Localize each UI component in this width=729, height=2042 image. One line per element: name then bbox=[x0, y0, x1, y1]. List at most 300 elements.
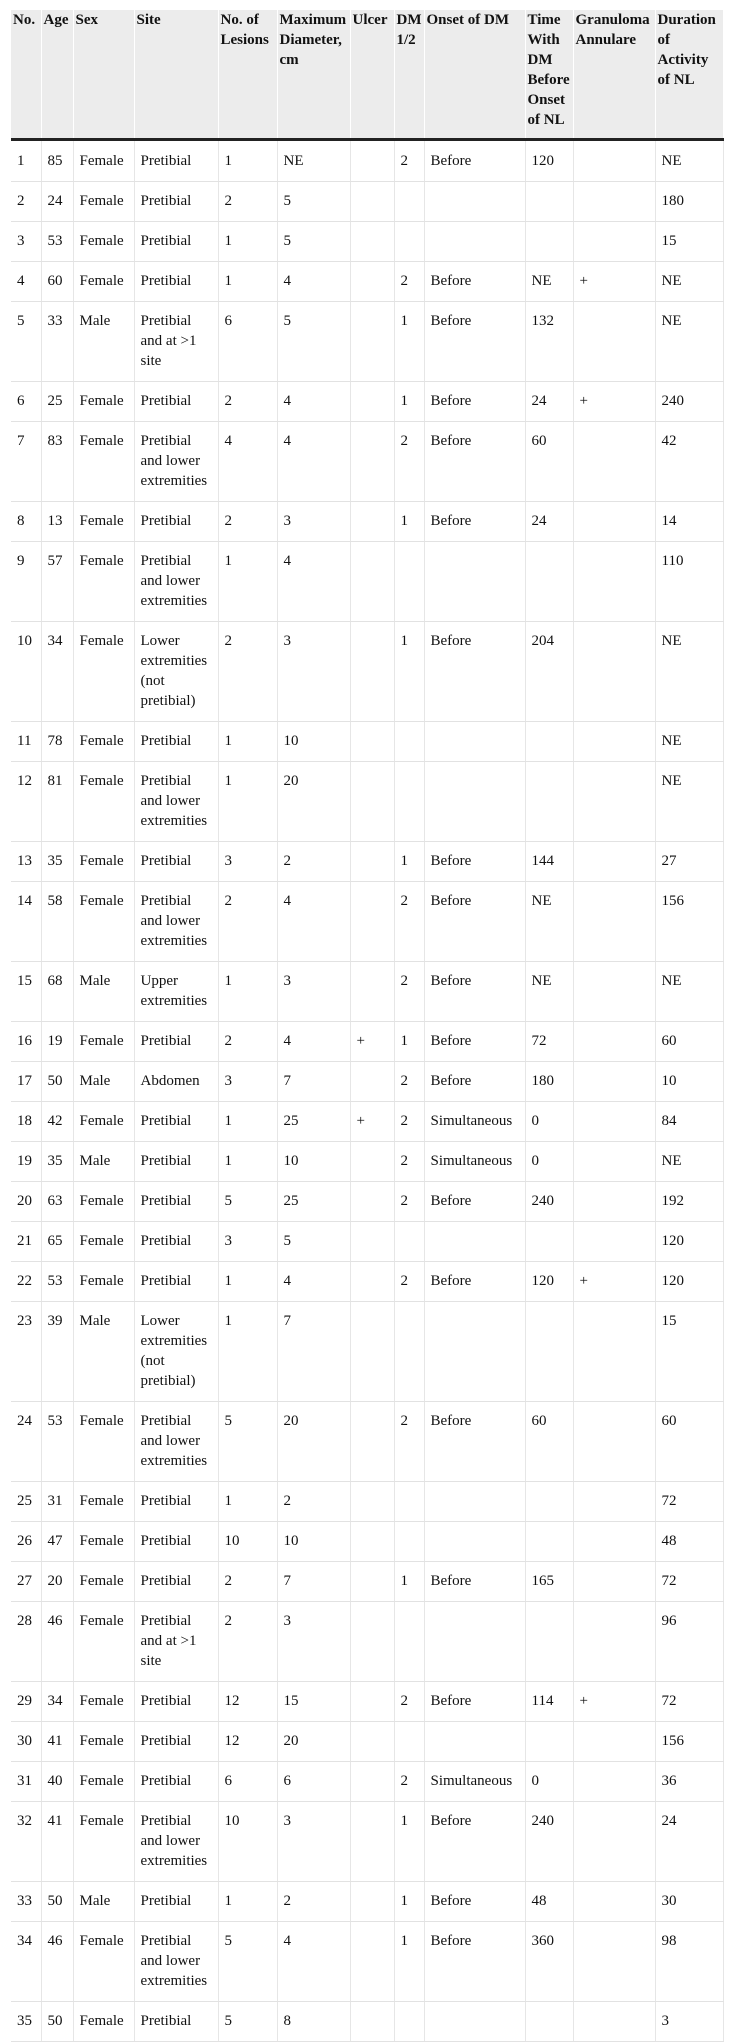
cell-time-with-dm bbox=[525, 721, 573, 761]
cell-age: 83 bbox=[41, 421, 73, 501]
cell-onset: Before bbox=[424, 621, 525, 721]
cell-dm-type bbox=[394, 1301, 424, 1401]
cell-onset: Before bbox=[424, 1261, 525, 1301]
cell-diameter: 20 bbox=[277, 1721, 350, 1761]
cell-sex: Female bbox=[73, 1221, 134, 1261]
cell-dm-type: 2 bbox=[394, 1141, 424, 1181]
cell-time-with-dm bbox=[525, 1221, 573, 1261]
cell-sex: Male bbox=[73, 1141, 134, 1181]
column-header: Onset of DM bbox=[424, 10, 525, 139]
cell-dm-type bbox=[394, 1601, 424, 1681]
cell-ulcer bbox=[350, 721, 394, 761]
cell-sex: Male bbox=[73, 1881, 134, 1921]
cell-ulcer bbox=[350, 1061, 394, 1101]
table-row bbox=[11, 1141, 723, 1181]
cell-dm-type: 1 bbox=[394, 1921, 424, 2001]
cell-sex: Male bbox=[73, 1301, 134, 1401]
table-row bbox=[11, 1721, 723, 1761]
cell-diameter: 20 bbox=[277, 761, 350, 841]
cell-sex: Female bbox=[73, 1181, 134, 1221]
cell-lesions: 10 bbox=[218, 1521, 277, 1561]
cell-onset: Before bbox=[424, 1021, 525, 1061]
cell-granuloma-annulare bbox=[573, 841, 655, 881]
cell-age: 13 bbox=[41, 501, 73, 541]
cell-granuloma-annulare: + bbox=[573, 381, 655, 421]
cell-dm-type: 1 bbox=[394, 1021, 424, 1061]
cell-age: 50 bbox=[41, 2001, 73, 2041]
cell-duration: 96 bbox=[655, 1601, 723, 1681]
cell-no: 28 bbox=[11, 1601, 41, 1681]
cell-dm-type bbox=[394, 721, 424, 761]
cell-sex: Female bbox=[73, 1761, 134, 1801]
cell-granuloma-annulare bbox=[573, 1061, 655, 1101]
cell-sex: Male bbox=[73, 961, 134, 1021]
cell-onset bbox=[424, 1601, 525, 1681]
cell-site: Pretibial bbox=[134, 721, 218, 761]
cell-ulcer bbox=[350, 181, 394, 221]
cell-ulcer bbox=[350, 1521, 394, 1561]
cell-no: 18 bbox=[11, 1101, 41, 1141]
cell-granuloma-annulare: + bbox=[573, 1261, 655, 1301]
cell-onset: Before bbox=[424, 381, 525, 421]
cell-lesions: 5 bbox=[218, 1181, 277, 1221]
cell-age: 42 bbox=[41, 1101, 73, 1141]
cell-lesions: 2 bbox=[218, 881, 277, 961]
cell-duration: 98 bbox=[655, 1921, 723, 2001]
cell-lesions: 2 bbox=[218, 1561, 277, 1601]
cell-sex: Female bbox=[73, 421, 134, 501]
cell-time-with-dm bbox=[525, 1721, 573, 1761]
table-row bbox=[11, 761, 723, 841]
cell-diameter: 8 bbox=[277, 2001, 350, 2041]
cell-no: 13 bbox=[11, 841, 41, 881]
cell-duration: 24 bbox=[655, 1801, 723, 1881]
cell-onset: Before bbox=[424, 501, 525, 541]
cell-diameter: 3 bbox=[277, 621, 350, 721]
cell-granuloma-annulare bbox=[573, 1401, 655, 1481]
cell-diameter: 4 bbox=[277, 261, 350, 301]
cell-dm-type: 2 bbox=[394, 1101, 424, 1141]
cell-site: Upper extremities bbox=[134, 961, 218, 1021]
cell-onset bbox=[424, 2001, 525, 2041]
cell-duration: 72 bbox=[655, 1561, 723, 1601]
cell-dm-type: 1 bbox=[394, 621, 424, 721]
cell-lesions: 1 bbox=[218, 961, 277, 1021]
cell-site: Pretibial and lower extremities bbox=[134, 1801, 218, 1881]
cell-no: 35 bbox=[11, 2001, 41, 2041]
cell-ulcer bbox=[350, 139, 394, 181]
cell-lesions: 3 bbox=[218, 1061, 277, 1101]
cell-ulcer bbox=[350, 1481, 394, 1521]
cell-lesions: 2 bbox=[218, 1021, 277, 1061]
cell-duration: 48 bbox=[655, 1521, 723, 1561]
cell-sex: Female bbox=[73, 1561, 134, 1601]
cell-age: 20 bbox=[41, 1561, 73, 1601]
cell-onset: Before bbox=[424, 1181, 525, 1221]
cell-age: 53 bbox=[41, 1261, 73, 1301]
cell-duration: NE bbox=[655, 1141, 723, 1181]
cell-lesions: 1 bbox=[218, 139, 277, 181]
table-header bbox=[11, 10, 723, 139]
cell-no: 14 bbox=[11, 881, 41, 961]
column-header: Ulcer bbox=[350, 10, 394, 139]
cell-diameter: 7 bbox=[277, 1301, 350, 1401]
table-row bbox=[11, 881, 723, 961]
cell-no: 20 bbox=[11, 1181, 41, 1221]
cell-diameter: 5 bbox=[277, 181, 350, 221]
cell-time-with-dm: 165 bbox=[525, 1561, 573, 1601]
cell-diameter: 4 bbox=[277, 421, 350, 501]
cell-time-with-dm: 144 bbox=[525, 841, 573, 881]
cell-age: 85 bbox=[41, 139, 73, 181]
cell-no: 16 bbox=[11, 1021, 41, 1061]
table-row bbox=[11, 541, 723, 621]
cell-onset: Before bbox=[424, 139, 525, 181]
cell-site: Pretibial and lower extremities bbox=[134, 881, 218, 961]
cell-age: 50 bbox=[41, 1881, 73, 1921]
cell-age: 81 bbox=[41, 761, 73, 841]
cell-granuloma-annulare bbox=[573, 421, 655, 501]
cell-no: 31 bbox=[11, 1761, 41, 1801]
cell-diameter: 4 bbox=[277, 881, 350, 961]
cell-duration: NE bbox=[655, 139, 723, 181]
table-container bbox=[11, 10, 723, 2029]
cell-lesions: 6 bbox=[218, 1761, 277, 1801]
table-row bbox=[11, 1061, 723, 1101]
cell-no: 26 bbox=[11, 1521, 41, 1561]
cell-lesions: 5 bbox=[218, 1401, 277, 1481]
cell-no: 4 bbox=[11, 261, 41, 301]
cell-time-with-dm: 204 bbox=[525, 621, 573, 721]
cell-granuloma-annulare bbox=[573, 301, 655, 381]
cell-no: 27 bbox=[11, 1561, 41, 1601]
cell-duration: 120 bbox=[655, 1221, 723, 1261]
cell-age: 68 bbox=[41, 961, 73, 1021]
cell-diameter: 2 bbox=[277, 1881, 350, 1921]
cell-site: Pretibial bbox=[134, 139, 218, 181]
cell-age: 25 bbox=[41, 381, 73, 421]
cell-ulcer bbox=[350, 1401, 394, 1481]
cell-sex: Female bbox=[73, 721, 134, 761]
cell-age: 46 bbox=[41, 1601, 73, 1681]
cell-lesions: 1 bbox=[218, 1101, 277, 1141]
cell-ulcer bbox=[350, 961, 394, 1021]
cell-granuloma-annulare bbox=[573, 1601, 655, 1681]
cell-site: Pretibial and at >1 site bbox=[134, 1601, 218, 1681]
cell-onset: Before bbox=[424, 1921, 525, 2001]
cell-dm-type: 2 bbox=[394, 881, 424, 961]
cell-duration: 27 bbox=[655, 841, 723, 881]
cell-site: Pretibial bbox=[134, 1261, 218, 1301]
cell-site: Pretibial bbox=[134, 1141, 218, 1181]
cell-onset bbox=[424, 1221, 525, 1261]
cell-duration: 72 bbox=[655, 1481, 723, 1521]
cell-dm-type: 1 bbox=[394, 301, 424, 381]
cell-no: 10 bbox=[11, 621, 41, 721]
cell-age: 40 bbox=[41, 1761, 73, 1801]
table-row bbox=[11, 1881, 723, 1921]
cell-ulcer bbox=[350, 2001, 394, 2041]
cell-age: 58 bbox=[41, 881, 73, 961]
cell-granuloma-annulare bbox=[573, 1141, 655, 1181]
cell-time-with-dm: 120 bbox=[525, 1261, 573, 1301]
cell-no: 17 bbox=[11, 1061, 41, 1101]
table-row bbox=[11, 1761, 723, 1801]
column-header: Time With DM Before Onset of NL bbox=[525, 10, 573, 139]
cell-time-with-dm: 24 bbox=[525, 501, 573, 541]
cell-no: 12 bbox=[11, 761, 41, 841]
cell-no: 23 bbox=[11, 1301, 41, 1401]
cell-ulcer bbox=[350, 1221, 394, 1261]
cell-sex: Female bbox=[73, 381, 134, 421]
table-row bbox=[11, 2001, 723, 2041]
cell-granuloma-annulare bbox=[573, 621, 655, 721]
cell-no: 15 bbox=[11, 961, 41, 1021]
cell-dm-type: 2 bbox=[394, 1181, 424, 1221]
cell-site: Pretibial bbox=[134, 1761, 218, 1801]
cell-diameter: 25 bbox=[277, 1181, 350, 1221]
cell-time-with-dm: 60 bbox=[525, 1401, 573, 1481]
cell-granuloma-annulare bbox=[573, 1801, 655, 1881]
cell-site: Pretibial and lower extremities bbox=[134, 761, 218, 841]
cell-granuloma-annulare bbox=[573, 501, 655, 541]
cell-site: Pretibial and lower extremities bbox=[134, 421, 218, 501]
cell-site: Pretibial bbox=[134, 181, 218, 221]
cell-time-with-dm: 0 bbox=[525, 1101, 573, 1141]
cell-duration: 60 bbox=[655, 1021, 723, 1061]
cell-sex: Female bbox=[73, 139, 134, 181]
cell-lesions: 2 bbox=[218, 181, 277, 221]
cell-lesions: 2 bbox=[218, 501, 277, 541]
column-header: DM 1/2 bbox=[394, 10, 424, 139]
cell-diameter: 25 bbox=[277, 1101, 350, 1141]
cell-diameter: 3 bbox=[277, 961, 350, 1021]
column-header: Granuloma Annulare bbox=[573, 10, 655, 139]
table-row bbox=[11, 139, 723, 181]
cell-diameter: 10 bbox=[277, 721, 350, 761]
cell-site: Pretibial bbox=[134, 261, 218, 301]
cell-lesions: 1 bbox=[218, 1481, 277, 1521]
cell-onset: Before bbox=[424, 261, 525, 301]
cell-site: Pretibial bbox=[134, 1021, 218, 1061]
cell-age: 24 bbox=[41, 181, 73, 221]
cell-dm-type bbox=[394, 1221, 424, 1261]
cell-age: 65 bbox=[41, 1221, 73, 1261]
cell-diameter: 6 bbox=[277, 1761, 350, 1801]
cell-site: Abdomen bbox=[134, 1061, 218, 1101]
cell-time-with-dm: 180 bbox=[525, 1061, 573, 1101]
cell-granuloma-annulare bbox=[573, 1481, 655, 1521]
cell-time-with-dm: NE bbox=[525, 261, 573, 301]
cell-no: 22 bbox=[11, 1261, 41, 1301]
cell-granuloma-annulare bbox=[573, 139, 655, 181]
cell-granuloma-annulare bbox=[573, 221, 655, 261]
cell-dm-type: 2 bbox=[394, 261, 424, 301]
table-row bbox=[11, 841, 723, 881]
cell-dm-type: 2 bbox=[394, 1681, 424, 1721]
cell-dm-type: 2 bbox=[394, 1061, 424, 1101]
cell-ulcer bbox=[350, 841, 394, 881]
cell-dm-type bbox=[394, 761, 424, 841]
cell-sex: Female bbox=[73, 1521, 134, 1561]
cell-ulcer bbox=[350, 1141, 394, 1181]
cell-age: 41 bbox=[41, 1801, 73, 1881]
cell-onset bbox=[424, 221, 525, 261]
cell-sex: Female bbox=[73, 761, 134, 841]
cell-time-with-dm: 0 bbox=[525, 1761, 573, 1801]
cell-sex: Female bbox=[73, 1921, 134, 2001]
cell-site: Pretibial bbox=[134, 1521, 218, 1561]
cell-time-with-dm: 24 bbox=[525, 381, 573, 421]
cell-dm-type: 1 bbox=[394, 381, 424, 421]
cell-duration: 156 bbox=[655, 1721, 723, 1761]
cell-onset: Before bbox=[424, 961, 525, 1021]
cell-ulcer bbox=[350, 1561, 394, 1601]
cell-time-with-dm bbox=[525, 761, 573, 841]
cell-granuloma-annulare bbox=[573, 1021, 655, 1061]
cell-duration: 10 bbox=[655, 1061, 723, 1101]
cell-sex: Female bbox=[73, 1601, 134, 1681]
cell-site: Pretibial bbox=[134, 501, 218, 541]
cell-duration: 240 bbox=[655, 381, 723, 421]
cell-lesions: 5 bbox=[218, 1921, 277, 2001]
cell-site: Pretibial and lower extremities bbox=[134, 1401, 218, 1481]
cell-time-with-dm: 60 bbox=[525, 421, 573, 501]
cell-lesions: 3 bbox=[218, 1221, 277, 1261]
table-row bbox=[11, 721, 723, 761]
cell-site: Pretibial and at >1 site bbox=[134, 301, 218, 381]
cell-dm-type: 2 bbox=[394, 1261, 424, 1301]
table-row bbox=[11, 1921, 723, 2001]
cell-time-with-dm: 240 bbox=[525, 1801, 573, 1881]
cell-lesions: 1 bbox=[218, 721, 277, 761]
cell-onset bbox=[424, 761, 525, 841]
cell-granuloma-annulare bbox=[573, 181, 655, 221]
cell-sex: Female bbox=[73, 1101, 134, 1141]
cell-granuloma-annulare bbox=[573, 1301, 655, 1401]
cell-granuloma-annulare bbox=[573, 881, 655, 961]
cell-ulcer bbox=[350, 1761, 394, 1801]
cell-site: Pretibial bbox=[134, 1561, 218, 1601]
cell-onset bbox=[424, 721, 525, 761]
cell-age: 35 bbox=[41, 841, 73, 881]
cell-no: 9 bbox=[11, 541, 41, 621]
cell-age: 41 bbox=[41, 1721, 73, 1761]
cell-duration: 42 bbox=[655, 421, 723, 501]
cell-dm-type: 2 bbox=[394, 1761, 424, 1801]
cell-diameter: 4 bbox=[277, 1921, 350, 2001]
cell-diameter: NE bbox=[277, 139, 350, 181]
cell-dm-type: 2 bbox=[394, 1401, 424, 1481]
cell-age: 34 bbox=[41, 1681, 73, 1721]
cell-granuloma-annulare bbox=[573, 1921, 655, 2001]
table-row bbox=[11, 1681, 723, 1721]
cell-no: 8 bbox=[11, 501, 41, 541]
cell-dm-type: 1 bbox=[394, 1801, 424, 1881]
cell-onset: Simultaneous bbox=[424, 1761, 525, 1801]
column-header: Site bbox=[134, 10, 218, 139]
cell-time-with-dm bbox=[525, 1301, 573, 1401]
cell-duration: 30 bbox=[655, 1881, 723, 1921]
cell-no: 33 bbox=[11, 1881, 41, 1921]
cell-lesions: 3 bbox=[218, 841, 277, 881]
cell-diameter: 4 bbox=[277, 541, 350, 621]
cell-time-with-dm bbox=[525, 1481, 573, 1521]
cell-diameter: 3 bbox=[277, 1601, 350, 1681]
cell-diameter: 15 bbox=[277, 1681, 350, 1721]
cell-time-with-dm: 132 bbox=[525, 301, 573, 381]
cell-dm-type: 2 bbox=[394, 421, 424, 501]
cell-sex: Female bbox=[73, 1401, 134, 1481]
cell-ulcer: + bbox=[350, 1021, 394, 1061]
cell-dm-type bbox=[394, 541, 424, 621]
column-header: Duration of Activity of NL bbox=[655, 10, 723, 139]
cell-sex: Female bbox=[73, 1681, 134, 1721]
cell-ulcer bbox=[350, 221, 394, 261]
cell-time-with-dm bbox=[525, 1601, 573, 1681]
cell-lesions: 1 bbox=[218, 1141, 277, 1181]
cell-granuloma-annulare bbox=[573, 1101, 655, 1141]
table-row bbox=[11, 381, 723, 421]
cell-sex: Male bbox=[73, 1061, 134, 1101]
table-row bbox=[11, 1301, 723, 1401]
cell-ulcer bbox=[350, 1681, 394, 1721]
cell-no: 3 bbox=[11, 221, 41, 261]
cell-dm-type: 1 bbox=[394, 501, 424, 541]
cell-ulcer bbox=[350, 1261, 394, 1301]
cell-time-with-dm: NE bbox=[525, 961, 573, 1021]
cell-onset: Simultaneous bbox=[424, 1101, 525, 1141]
cell-duration: 72 bbox=[655, 1681, 723, 1721]
cell-granuloma-annulare bbox=[573, 961, 655, 1021]
table-row bbox=[11, 301, 723, 381]
cell-ulcer bbox=[350, 501, 394, 541]
table-row bbox=[11, 1401, 723, 1481]
cell-age: 50 bbox=[41, 1061, 73, 1101]
cell-duration: 15 bbox=[655, 1301, 723, 1401]
cell-lesions: 1 bbox=[218, 541, 277, 621]
cell-site: Pretibial bbox=[134, 381, 218, 421]
cell-site: Lower extremities (not pretibial) bbox=[134, 621, 218, 721]
table-row bbox=[11, 1521, 723, 1561]
cell-site: Pretibial bbox=[134, 1181, 218, 1221]
cell-time-with-dm bbox=[525, 1521, 573, 1561]
cell-ulcer bbox=[350, 1601, 394, 1681]
cell-ulcer bbox=[350, 621, 394, 721]
cell-age: 53 bbox=[41, 1401, 73, 1481]
cell-site: Pretibial bbox=[134, 1101, 218, 1141]
table-row bbox=[11, 181, 723, 221]
cell-no: 19 bbox=[11, 1141, 41, 1181]
cell-time-with-dm: NE bbox=[525, 881, 573, 961]
cell-sex: Female bbox=[73, 881, 134, 961]
table-row bbox=[11, 961, 723, 1021]
cell-dm-type: 1 bbox=[394, 841, 424, 881]
cell-time-with-dm: 360 bbox=[525, 1921, 573, 2001]
cell-sex: Female bbox=[73, 1801, 134, 1881]
cell-no: 7 bbox=[11, 421, 41, 501]
cell-lesions: 6 bbox=[218, 301, 277, 381]
cell-duration: NE bbox=[655, 621, 723, 721]
cell-age: 39 bbox=[41, 1301, 73, 1401]
cell-lesions: 1 bbox=[218, 261, 277, 301]
cell-diameter: 5 bbox=[277, 221, 350, 261]
cell-duration: 180 bbox=[655, 181, 723, 221]
cell-lesions: 5 bbox=[218, 2001, 277, 2041]
cell-granuloma-annulare: + bbox=[573, 1681, 655, 1721]
cell-lesions: 1 bbox=[218, 761, 277, 841]
cell-duration: 120 bbox=[655, 1261, 723, 1301]
